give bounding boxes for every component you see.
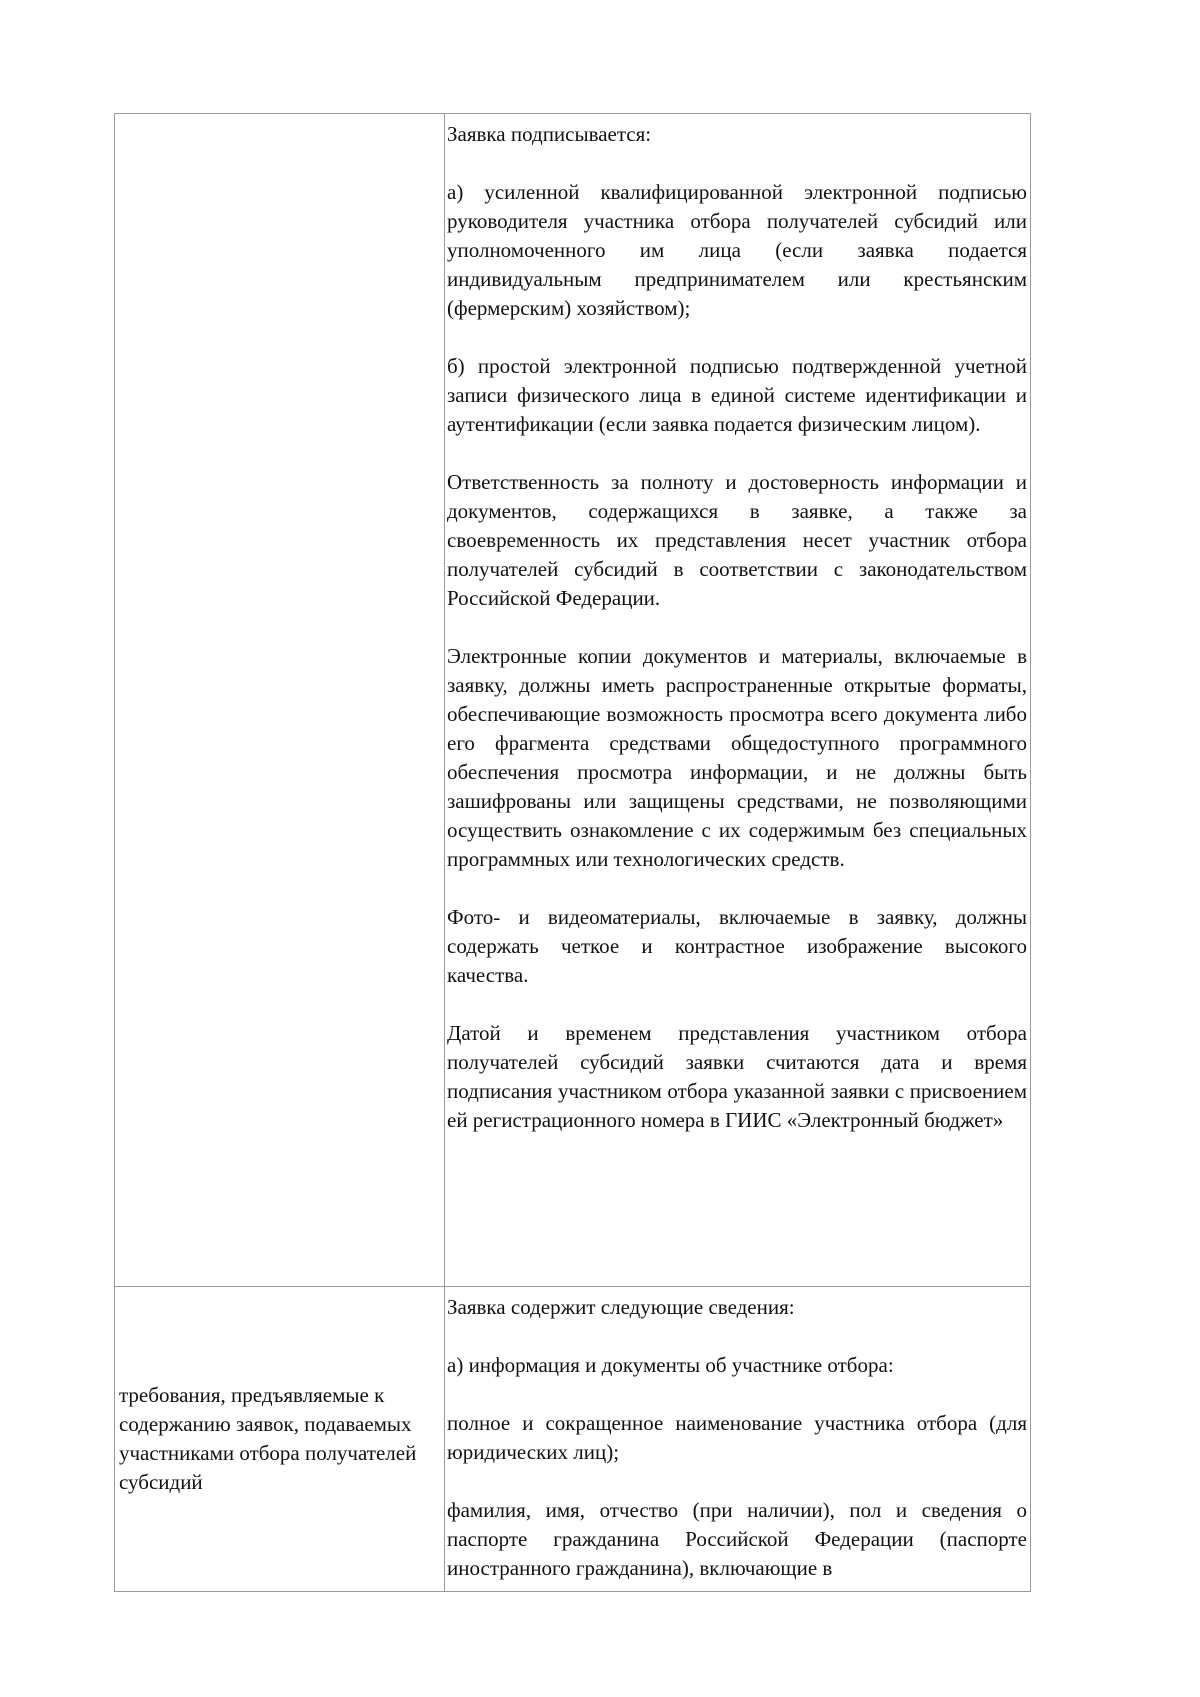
paragraph: Заявка подписывается: xyxy=(447,122,652,146)
table-row xyxy=(115,114,1031,1287)
paragraph: фамилия, имя, отчество (при наличии), пол и сведения о паспорте гражданина Российской Федерации (паспорте иностранного гражданина), включающие в xyxy=(447,1498,1027,1580)
table-cell-right xyxy=(445,114,1031,1287)
paragraph: Ответственность за полноту и достоверность информации и документов, содержащихся в заявке, а также за своевременность их представления несет участник отбора получателей субсидий в соответствии с законодательством Российской Федерации. xyxy=(447,470,1027,610)
paragraph: а) информация и документы об участнике отбора: xyxy=(447,1353,894,1377)
paragraph: Датой и временем представления участником отбора получателей субсидий заявки считаются дата и время подписания участником отбора указанной заявки с присвоением ей регистрационного номера в ГИИС «Электронный бюджет» xyxy=(447,1021,1027,1132)
paragraph: б) простой электронной подписью подтвержденной учетной записи физического лица в единой системе идентификации и аутентификации (если заявка подается физическим лицом). xyxy=(447,354,1027,436)
table-cell-left xyxy=(115,1287,445,1592)
row2-left-label: требования, предъявляемые к содержанию заявок, подаваемых участниками отбора получателей субсидий xyxy=(119,1383,417,1494)
paragraph: Электронные копии документов и материалы, включаемые в заявку, должны иметь распространенные открытые форматы, обеспечивающие возможность просмотра всего документа либо его фрагмента средствами общедоступного программного обеспечения просмотра информации, и не должны быть зашифрованы или защищены средствами, не позволяющими осуществить ознакомление с их содержимым без специальных программных или технологических средств. xyxy=(447,644,1027,871)
paragraph: Фото- и видеоматериалы, включаемые в заявку, должны содержать четкое и контрастное изображение высокого качества. xyxy=(447,905,1027,987)
table-row xyxy=(115,1287,1031,1592)
paragraph: Заявка содержит следующие сведения: xyxy=(447,1295,795,1319)
requirements-table xyxy=(114,113,1031,1592)
table-cell-left xyxy=(115,114,445,1287)
paragraph: полное и сокращенное наименование участника отбора (для юридических лиц); xyxy=(447,1411,1027,1464)
paragraph: а) усиленной квалифицированной электронной подписью руководителя участника отбора получателей субсидий или уполномоченного им лица (если заявка подается индивидуальным предпринимателем или крестьянским (фермерским) хозяйством); xyxy=(447,180,1027,320)
table-cell-right xyxy=(445,1287,1031,1592)
